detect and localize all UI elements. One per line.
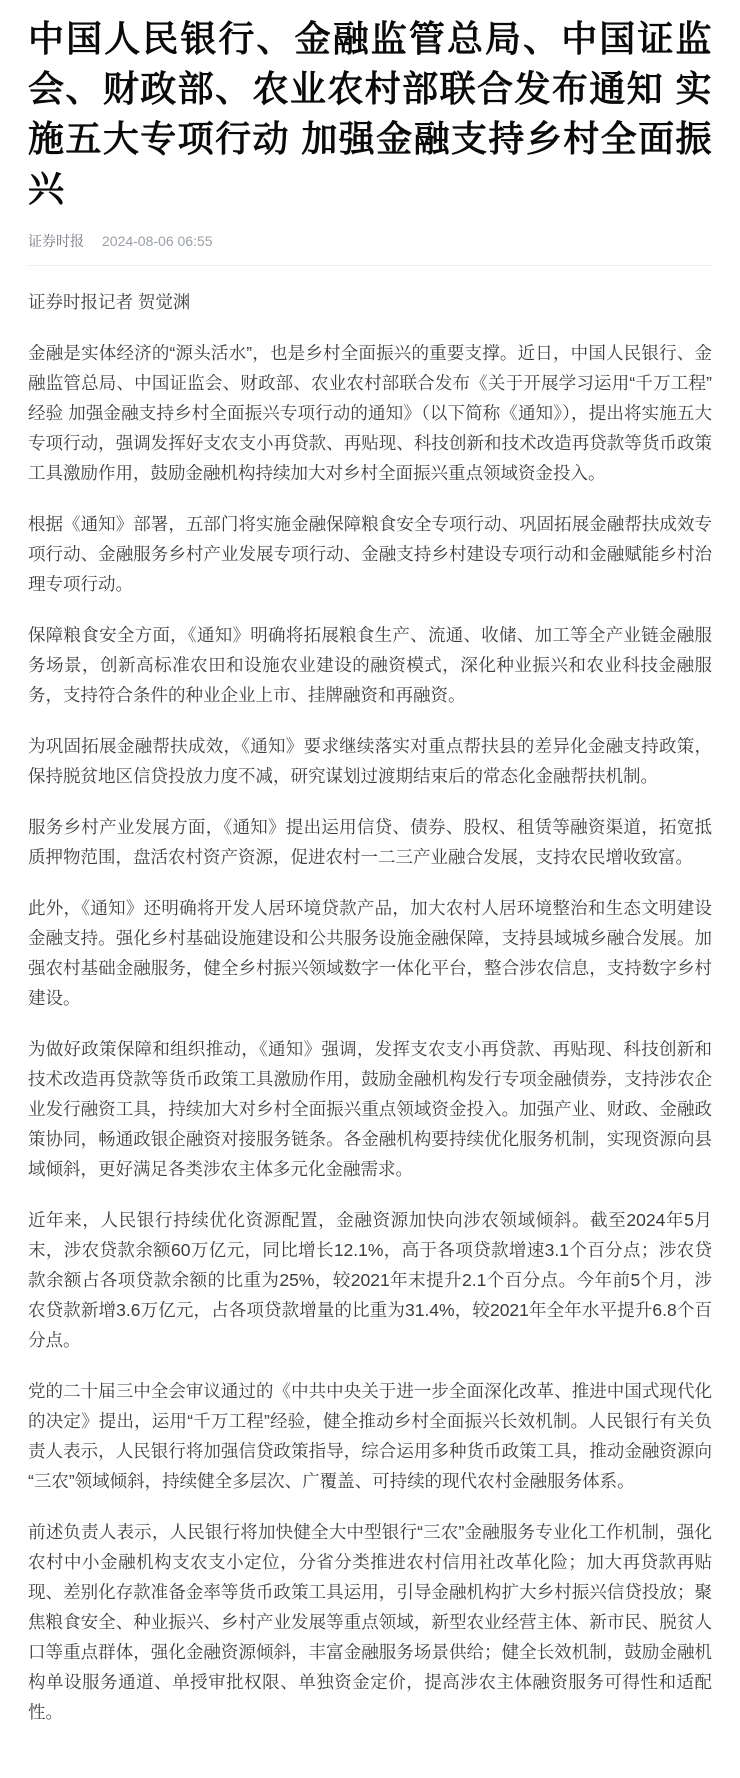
article-paragraph: 保障粮食安全方面，《通知》明确将拓展粮食生产、流通、收储、加工等全产业链金融服务场景，创新高标准农田和设施农业建设的融资模式，深化种业振兴和农业科技金融服务，支持符合条件的种业企业上市、挂牌融资和再融资。 bbox=[28, 625, 712, 705]
article-paragraph: 为巩固拓展金融帮扶成效，《通知》要求继续落实对重点帮扶县的差异化金融支持政策，保持脱贫地区信贷投放力度不减，研究谋划过渡期结束后的常态化金融帮扶机制。 bbox=[28, 736, 712, 786]
article-paragraph: 近年来，人民银行持续优化资源配置，金融资源加快向涉农领域倾斜。截至2024年5月末，涉农贷款余额60万亿元，同比增长12.1%，高于各项贷款增速3.1个百分点；涉农贷款余额占各项贷款余额的比重为25%，较2021年末提升2.1个百分点。今年前5个月，涉农贷款新增3.6万亿元，占各项贷款增量的比重为31.4%，较2021年全年水平提升6.8个百分点。 bbox=[28, 1210, 712, 1350]
article-title: 中国人民银行、金融监管总局、中国证监会、财政部、农业农村部联合发布通知 实施五大专项行动 加强金融支持乡村全面振兴 bbox=[28, 18, 712, 209]
article-paragraph: 党的二十届三中全会审议通过的《中共中央关于进一步全面深化改革、推进中国式现代化的决定》提出，运用“千万工程”经验，健全推动乡村全面振兴长效机制。人民银行有关负责人表示，人民银行将加强信贷政策指导，综合运用多种货币政策工具，推动金融资源向“三农”领域倾斜，持续健全多层次、广覆盖、可持续的现代农村金融服务体系。 bbox=[28, 1381, 712, 1491]
article-paragraph: 前述负责人表示，人民银行将加快健全大中型银行“三农”金融服务专业化工作机制，强化农村中小金融机构支农支小定位，分省分类推进农村信用社改革化险；加大再贷款再贴现、差别化存款准备金率等货币政策工具运用，引导金融机构扩大乡村振兴信贷投放；聚焦粮食安全、种业振兴、乡村产业发展等重点领域，新型农业经营主体、新市民、脱贫人口等重点群体，强化金融资源倾斜，丰富金融服务场景供给；健全长效机制，鼓励金融机构单设服务通道、单授审批权限、单独资金定价，提高涉农主体融资服务可得性和适配性。 bbox=[28, 1522, 712, 1722]
article-paragraph: 为做好政策保障和组织推动，《通知》强调，发挥支农支小再贷款、再贴现、科技创新和技术改造再贷款等货币政策工具激励作用，鼓励金融机构发行专项金融债券，支持涉农企业发行融资工具，持续加大对乡村全面振兴重点领域资金投入。加强产业、财政、金融政策协同，畅通政银企融资对接服务链条。各金融机构要持续优化服务机制，实现资源向县域倾斜，更好满足各类涉农主体多元化金融需求。 bbox=[28, 1039, 712, 1179]
article-body bbox=[28, 287, 712, 1727]
article-meta bbox=[28, 232, 712, 250]
article-paragraph: 此外，《通知》还明确将开发人居环境贷款产品，加大农村人居环境整治和生态文明建设金融支持。强化乡村基础设施建设和公共服务设施金融保障，支持县域城乡融合发展。加强农村基础金融服务，健全乡村振兴领域数字一体化平台，整合涉农信息，支持数字乡村建设。 bbox=[28, 898, 712, 1008]
meta-divider bbox=[28, 265, 712, 266]
article-paragraph: 根据《通知》部署，五部门将实施金融保障粮食安全专项行动、巩固拓展金融帮扶成效专项行动、金融服务乡村产业发展专项行动、金融支持乡村建设专项行动和金融赋能乡村治理专项行动。 bbox=[28, 514, 712, 594]
article-source: 证券时报 bbox=[28, 233, 84, 249]
article-paragraph: 金融是实体经济的“源头活水”，也是乡村全面振兴的重要支撑。近日，中国人民银行、金融监管总局、中国证监会、财政部、农业农村部联合发布《关于开展学习运用“千万工程”经验 加强金融支持乡村全面振兴专项行动的通知》（以下简称《通知》），提出将实施五大专项行动，强调发挥好支农支小再贷款、再贴现、科技创新和技术改造再贷款等货币政策工具激励作用，鼓励金融机构持续加大对乡村全面振兴重点领域资金投入。 bbox=[28, 343, 712, 483]
article-paragraph: 服务乡村产业发展方面，《通知》提出运用信贷、债券、股权、租赁等融资渠道，拓宽抵质押物范围，盘活农村资产资源，促进农村一二三产业融合发展，支持农民增收致富。 bbox=[28, 817, 712, 867]
article-byline: 证券时报记者 贺觉渊 bbox=[28, 292, 191, 312]
article-timestamp: 2024-08-06 06:55 bbox=[102, 233, 213, 249]
